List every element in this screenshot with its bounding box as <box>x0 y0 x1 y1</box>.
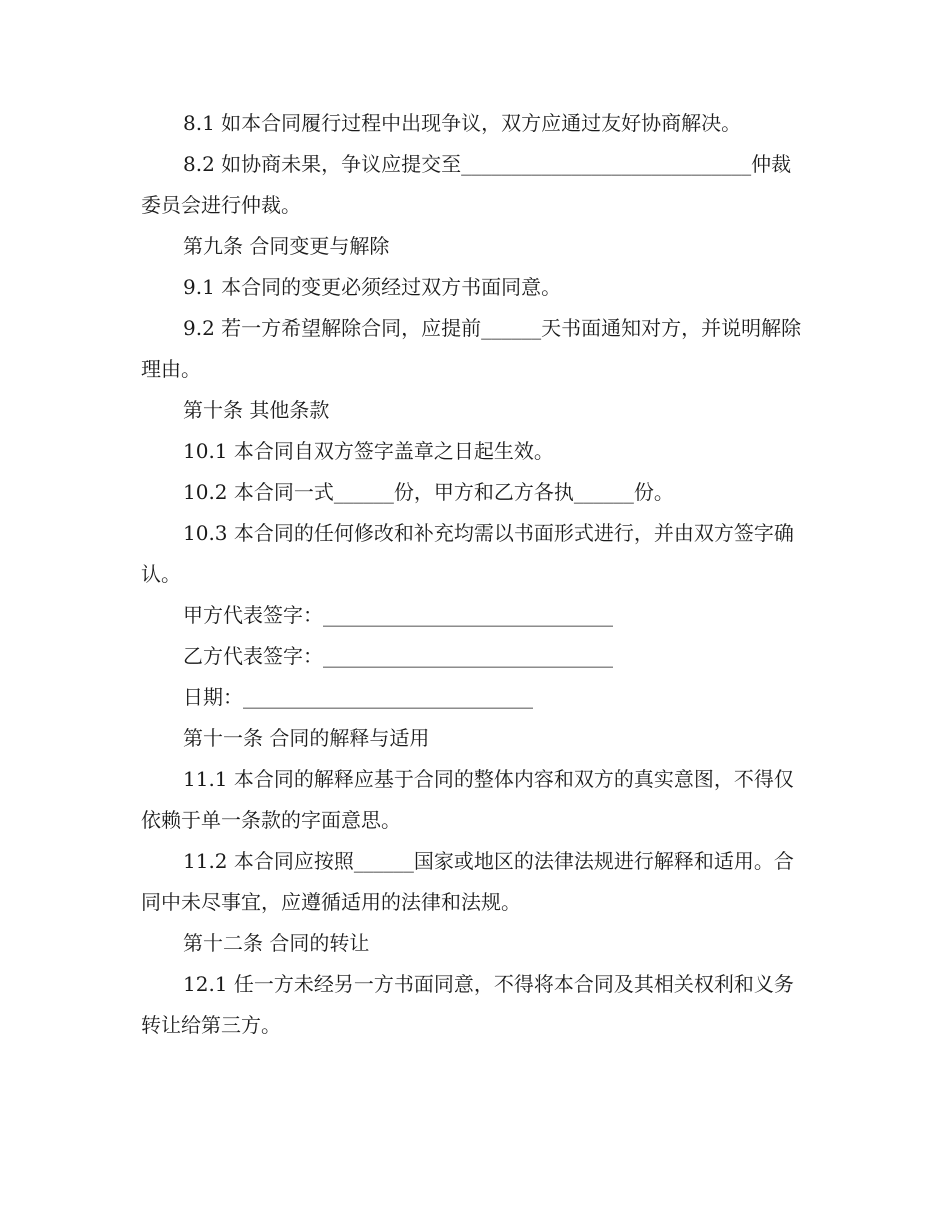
clause-8-1: 8.1 如本合同履行过程中出现争议，双方应通过友好协商解决。 <box>183 111 742 135</box>
clause-8-2: 8.2 如协商未果，争议应提交至_____________________________仲裁委员会进行仲裁。 <box>141 152 792 217</box>
clause-11-1: 11.1 本合同的解释应基于合同的整体内容和双方的真实意图，不得仅依赖于单一条款的字面意思。 <box>141 767 794 832</box>
document-body <box>141 103 805 1046</box>
party-a-signature-line: 甲方代表签字：_____________________________ <box>183 603 613 627</box>
clause-11-2: 11.2 本合同应按照______国家或地区的法律法规进行解释和适用。合同中未尽事宜，应遵循适用的法律和法规。 <box>141 849 794 914</box>
article-11-heading: 第十一条 合同的解释与适用 <box>183 726 430 750</box>
clause-9-2: 9.2 若一方希望解除合同，应提前______天书面通知对方，并说明解除理由。 <box>141 316 802 381</box>
article-12-heading: 第十二条 合同的转让 <box>183 931 370 955</box>
clause-10-2: 10.2 本合同一式______份，甲方和乙方各执______份。 <box>183 480 674 504</box>
party-b-signature-line: 乙方代表签字：_____________________________ <box>183 644 613 668</box>
date-line: 日期：_____________________________ <box>183 685 533 709</box>
clause-9-1: 9.1 本合同的变更必须经过双方书面同意。 <box>183 275 562 299</box>
clause-10-3: 10.3 本合同的任何修改和补充均需以书面形式进行，并由双方签字确认。 <box>141 521 794 586</box>
article-10-heading: 第十条 其他条款 <box>183 398 330 422</box>
article-9-heading: 第九条 合同变更与解除 <box>183 234 390 258</box>
clause-10-1: 10.1 本合同自双方签字盖章之日起生效。 <box>183 439 554 463</box>
clause-12-1: 12.1 任一方未经另一方书面同意，不得将本合同及其相关权利和义务转让给第三方。 <box>141 972 794 1037</box>
